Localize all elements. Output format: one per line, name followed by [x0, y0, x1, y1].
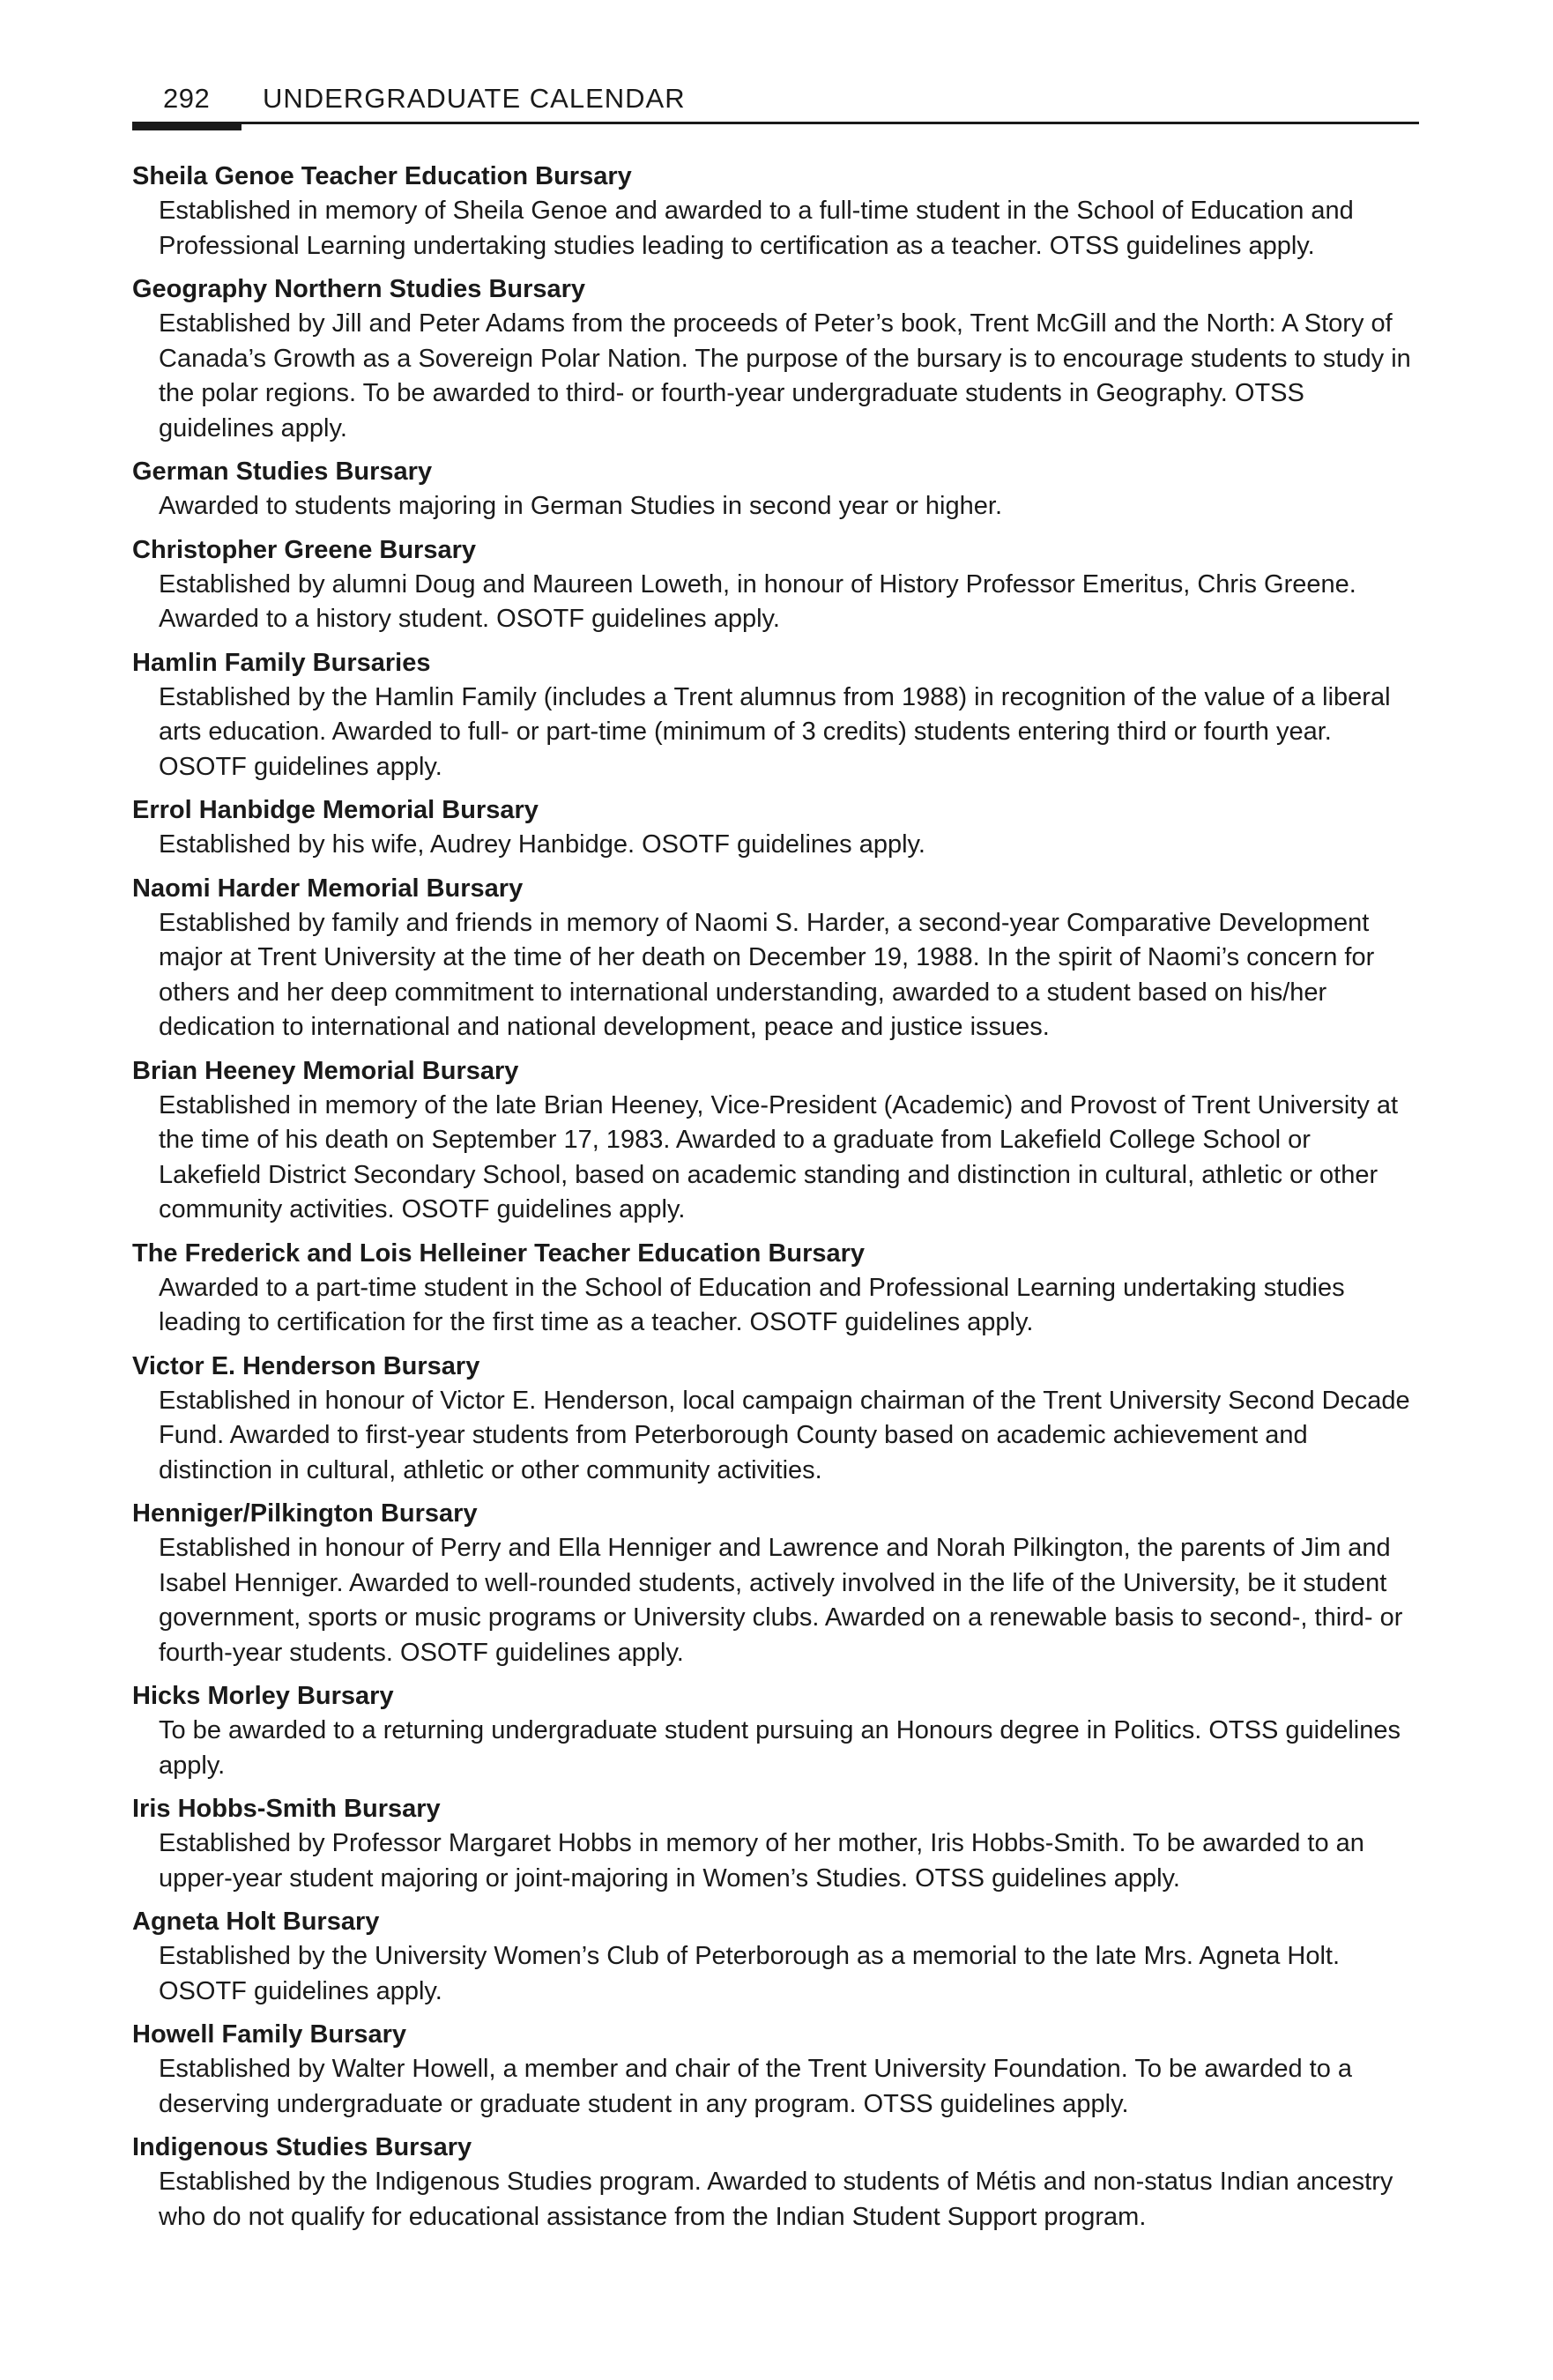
page-number: 292 [163, 83, 211, 114]
bursary-entry [132, 1678, 1419, 1783]
bursary-entry [132, 2017, 1419, 2122]
bursary-description: Awarded to students majoring in German Studies in second year or higher. [159, 492, 1002, 520]
bursary-description: Established in memory of Sheila Genoe and awarded to a full-time student in the School of Education and Professional Learning undertaking studies leading to certification as a teacher. OTSS guidelines apply. [159, 197, 1354, 260]
bursary-description: Established by Walter Howell, a member and chair of the Trent University Foundation. To be awarded to a deserving undergraduate or graduate student in any program. OTSS guidelines apply. [159, 2055, 1353, 2118]
bursary-title: Hicks Morley Bursary [132, 1682, 394, 1710]
bursary-description: Established by alumni Doug and Maureen Loweth, in honour of History Professor Emeritus, Chris Greene. Awarded to a history student. OSOTF guidelines apply. [159, 569, 1356, 633]
bursary-entry [132, 871, 1419, 1045]
bursary-description: Established in honour of Victor E. Henderson, local campaign chairman of the Trent University Second Decade Fund. Awarded to first-year students from Peterborough County based on academic achievement and distinction in cultural, athletic or other community activities. [159, 1386, 1410, 1484]
bursary-description: Established by the University Women’s Club of Peterborough as a memorial to the late Mrs. Agneta Holt. OSOTF guidelines apply. [159, 1942, 1341, 2005]
bursary-title: Christopher Greene Bursary [132, 535, 477, 564]
bursary-title: Geography Northern Studies Bursary [132, 275, 586, 303]
header-rule [132, 122, 1419, 124]
bursary-description: Established by the Hamlin Family (includes a Trent alumnus from 1988) in recognition of the value of a liberal arts education. Awarded to full- or part-time (minimum of 3 credits) students entering third or fourth year. OSOTF guidelines apply. [159, 682, 1391, 781]
bursary-description: Established in memory of the late Brian Heeney, Vice-President (Academic) and Provost of Trent University at the time of his death on September 17, 1983. Awarded to a graduate from Lakefield College School or Lakefield District Secondary School, based on academic standing and distinction in cultural, athletic or other community activities. OSOTF guidelines apply. [159, 1090, 1399, 1223]
bursary-title: Agneta Holt Bursary [132, 1908, 380, 1936]
bursary-title: Sheila Genoe Teacher Education Bursary [132, 162, 632, 190]
bursary-description: Established by his wife, Audrey Hanbidge. OSOTF guidelines apply. [159, 830, 925, 859]
bursary-entry [132, 1349, 1419, 1489]
page-header [132, 79, 1419, 132]
bursary-entry [132, 1791, 1419, 1896]
bursary-description: Established by family and friends in memory of Naomi S. Harder, a second-year Comparative Development major at Trent University at the time of her death on December 19, 1988. In the spirit of Naomi’s concern for others and her deep commitment to international understanding, awarded to a student based on his/her dedication to international and national development, peace and justice issues. [159, 908, 1375, 1041]
bursary-entry [132, 532, 1419, 637]
bursary-title: Brian Heeney Memorial Bursary [132, 1056, 519, 1085]
bursary-title: German Studies Bursary [132, 457, 433, 486]
bursary-entry [132, 1236, 1419, 1341]
bursary-title: Errol Hanbidge Memorial Bursary [132, 796, 539, 824]
bursary-description: Established by Jill and Peter Adams from the proceeds of Peter’s book, Trent McGill and the North: A Story of Canada’s Growth as a Sovereign Polar Nation. The purpose of the bursary is to encourage students to study in the polar regions. To be awarded to third- or fourth-year undergraduate students in Geography. OTSS guidelines apply. [159, 309, 1411, 443]
bursary-entry [132, 645, 1419, 785]
bursary-entry [132, 2130, 1419, 2235]
bursary-description: To be awarded to a returning undergraduate student pursuing an Honours degree in Politics. OTSS guidelines apply. [159, 1716, 1401, 1780]
bursary-entry [132, 159, 1419, 264]
bursary-entry [132, 1496, 1419, 1670]
bursary-entry [132, 271, 1419, 446]
bursary-entry [132, 1053, 1419, 1228]
bursary-entry [132, 792, 1419, 863]
bursary-title: Naomi Harder Memorial Bursary [132, 874, 524, 903]
bursary-description: Established in honour of Perry and Ella Henniger and Lawrence and Norah Pilkington, the parents of Jim and Isabel Henniger. Awarded to well-rounded students, actively involved in the life of the University, be it student government, sports or music programs or University clubs. Awarded on a renewable basis to second-, third- or fourth-year students. OSOTF guidelines apply. [159, 1534, 1403, 1667]
bursary-list [132, 159, 1419, 2242]
bursary-title: The Frederick and Lois Helleiner Teacher Education Bursary [132, 1238, 866, 1268]
bursary-description: Awarded to a part-time student in the School of Education and Professional Learning undertaking studies leading to certification for the first time as a teacher. OSOTF guidelines apply. [159, 1273, 1345, 1336]
bursary-title: Hamlin Family Bursaries [132, 648, 431, 677]
bursary-title: Indigenous Studies Bursary [132, 2133, 472, 2161]
bursary-description: Established by the Indigenous Studies program. Awarded to students of Métis and non-status Indian ancestry who do not qualify for educational assistance from the Indian Student Support program. [159, 2168, 1393, 2231]
header-tab-marker [132, 122, 241, 130]
bursary-title: Henniger/Pilkington Bursary [132, 1499, 478, 1528]
bursary-title: Victor E. Henderson Bursary [132, 1351, 480, 1380]
bursary-title: Iris Hobbs-Smith Bursary [132, 1795, 441, 1823]
bursary-description: Established by Professor Margaret Hobbs in memory of her mother, Iris Hobbs-Smith. To be awarded to an upper-year student majoring or joint-majoring in Women’s Studies. OTSS guidelines apply. [159, 1829, 1364, 1893]
bursary-entry [132, 454, 1419, 524]
bursary-entry [132, 1904, 1419, 2009]
bursary-title: Howell Family Bursary [132, 2020, 407, 2049]
running-title: UNDERGRADUATE CALENDAR [263, 83, 686, 114]
